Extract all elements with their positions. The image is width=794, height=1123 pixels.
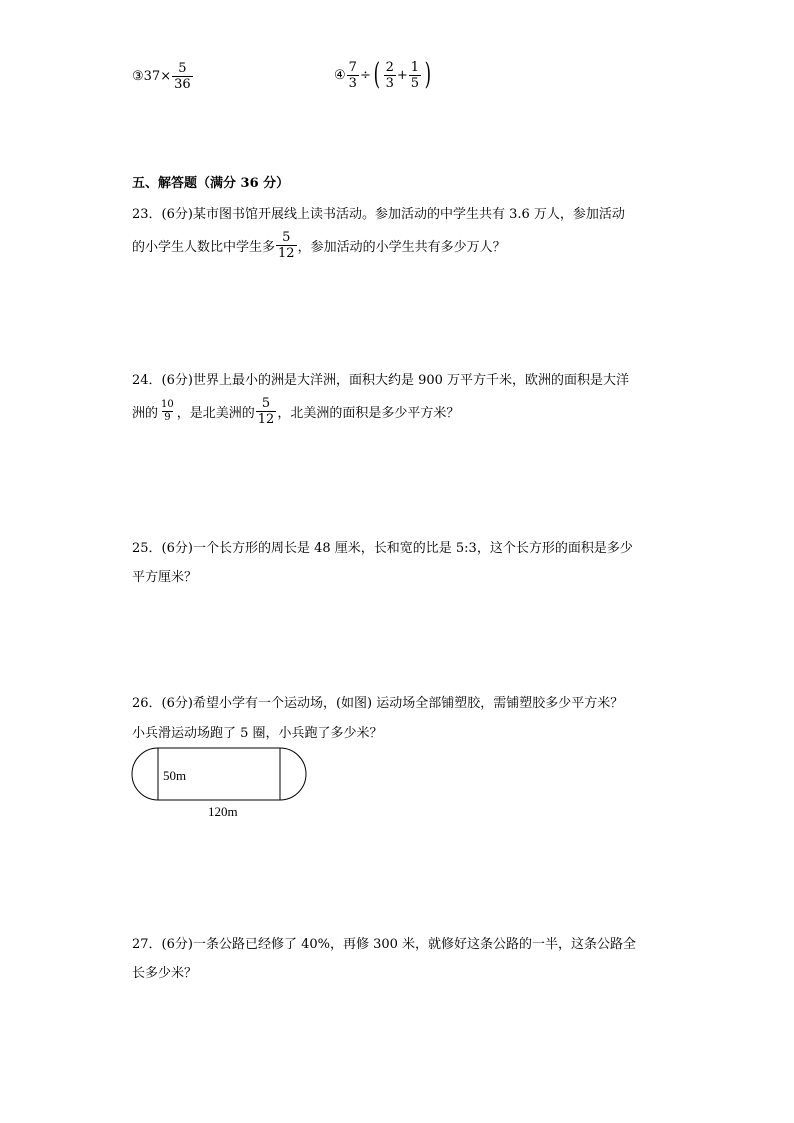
question-27-line1: 27．(6分)一条公路已经修了 40%，再修 300 米，就修好这条公路的一半，这条公路全: [132, 937, 637, 952]
question-26-line2: 小兵滑运动场跑了 5 圈，小兵跑了多少米？: [132, 726, 383, 741]
fraction-5-12: $\frac{5}{12}$: [278, 230, 295, 261]
expression-4-label: ④: [334, 67, 346, 83]
right-paren: ): [424, 57, 432, 92]
fraction-7-3: $\frac{7}{3}$: [348, 59, 357, 91]
fraction-2-3: $\frac{2}{3}$: [385, 59, 394, 91]
fraction-1-5: $\frac{1}{5}$: [410, 59, 420, 91]
question-27-line2: 长多少米？: [132, 966, 198, 981]
expression-3-label: ③37×: [132, 69, 172, 84]
question-26-line1: 26．(6分)希望小学有一个运动场，(如图) 运动场全部铺塑胶，需铺塑胶多少平方米？: [132, 696, 624, 711]
divide-operator: ÷: [359, 67, 371, 83]
fraction-5-12: $\frac{5}{12}$: [257, 396, 275, 427]
question-25-line2: 平方厘米？: [132, 570, 198, 585]
question-24-line2: 洲的 $\frac{10}{9}$ ，是北美洲的 $\frac{5}{12}$ ，北美洲的面积是多少平方米？: [132, 396, 460, 427]
expression-3: [132, 62, 194, 91]
section-title: 五、解答题（满分 36 分）: [132, 176, 290, 191]
question-23-line1: 23．(6分)某市图书馆开展线上读书活动。参加活动的中学生共有 3.6 万人，参加活动: [132, 207, 625, 222]
fraction-5-36: $\frac{5}{36}$: [174, 61, 191, 92]
plus-operator: +: [396, 67, 408, 83]
track-height-label: 50m: [163, 768, 187, 783]
track-length-label: 120m: [208, 804, 238, 819]
question-25-line1: 25．(6分)一个长方形的周长是 48 厘米，长和宽的比是 5:3，这个长方形的面积是多少: [132, 541, 633, 556]
left-paren: (: [373, 57, 380, 92]
question-24-line1: 24．(6分)世界上最小的洲是大洋洲，面积大约是 900 万平方千米，欧洲的面积是大洋: [132, 373, 630, 388]
fraction-10-9: $\frac{10}{9}$: [161, 399, 174, 423]
expression-4: [334, 57, 434, 92]
question-23-line2: 的小学生人数比中学生多 $\frac{5}{12}$ ，参加活动的小学生共有多少万人？: [132, 230, 506, 261]
